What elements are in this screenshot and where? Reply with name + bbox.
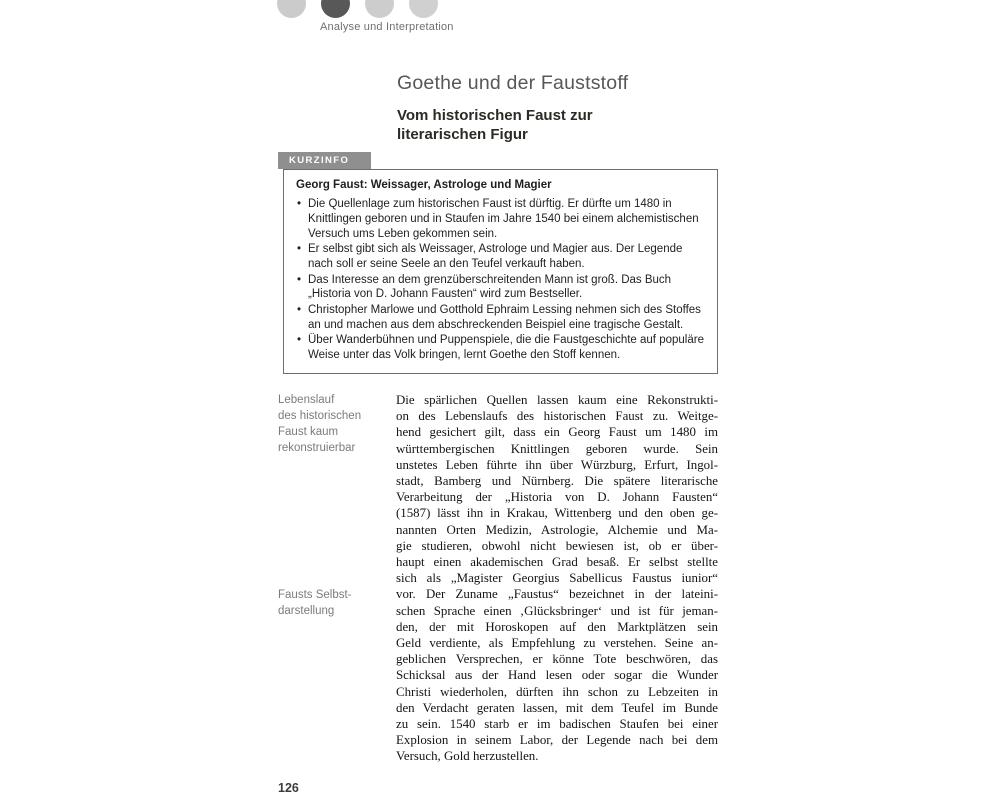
- kurzinfo-bullet: • Das Interesse an dem grenzüberschreitenden Mann ist groß. Das Buch „Historia von D. Johann Fausten“ wird zum Bestseller.: [296, 273, 705, 303]
- main-text-line: nannten Orten Medizin, Astrologie, Alchemie und Ma-: [396, 522, 718, 537]
- main-text-line: gie studieren, obwohl nicht bewiesen ist, ob er über-: [396, 538, 718, 553]
- margin-note-lebenslauf: [278, 392, 394, 456]
- main-text-line: Verarbeitung der „Historia von D. Johann Fausten“: [396, 490, 718, 505]
- main-text-line: geblichen Versprechen, er könne Tote beschwören, das: [396, 652, 718, 667]
- main-text-line: den, der mit Horoskopen auf den Marktplätzen sein: [396, 619, 718, 634]
- main-text-line: Versuch, Gold herzustellen.: [396, 749, 539, 764]
- section-subtitle: [397, 106, 593, 144]
- main-text-line: Schicksal aus der Hand lesen oder sogar die Wunder: [396, 668, 718, 683]
- margin-note-line: darstellung: [278, 605, 335, 617]
- main-text-line: stadt, Bamberg und Nürnberg. Die spätere literarische: [396, 474, 718, 489]
- margin-note-line: Lebenslauf: [278, 394, 335, 406]
- main-text-line: haupt einen akademischen Grad besaß. Er selbst stellte: [396, 555, 718, 570]
- kurzinfo-bullet: • Über Wanderbühnen und Puppenspiele, die die Faustgeschichte auf populäre Weise unter das Volk bringen, lernt Goethe den Stoff kennen.: [296, 333, 705, 363]
- chapter-dot-1: [277, 0, 306, 18]
- kurzinfo-heading: Georg Faust: Weissager, Astrologe und Magier: [296, 179, 552, 191]
- section-subtitle-line-2: literarischen Figur: [397, 126, 528, 143]
- kurzinfo-box: [283, 169, 718, 374]
- chapter-label: Analyse und Interpretation: [320, 21, 454, 33]
- margin-note-line: des historischen: [278, 410, 362, 422]
- main-text-line: zu sein. 1540 starb er im badischen Staufen bei einer: [396, 717, 718, 732]
- chapter-dot-2-active: [321, 0, 350, 18]
- margin-note-selbstdarstellung: [278, 587, 394, 619]
- main-text-line: schen Sprache einen ‚Glücksbringer‘ und ist für jeman-: [396, 603, 718, 618]
- margin-note-line: Faust kaum: [278, 426, 339, 438]
- main-text-line: hend gesichert gilt, dass ein Georg Faust um 1480 im: [396, 425, 718, 440]
- main-text-line: württembergischen Knittlingen geboren wurde. Sein: [396, 441, 718, 456]
- main-text-line: Die spärlichen Quellen lassen kaum eine Rekonstrukti-: [396, 393, 718, 407]
- chapter-dot-4: [409, 0, 438, 18]
- page-number: 126: [278, 781, 299, 795]
- main-text-line: unstetes Leben führte ihn über Würzburg, Erfurt, Ingol-: [396, 457, 718, 472]
- main-text-line: on des Lebenslaufs des historischen Faust zu. Weitge-: [396, 409, 718, 424]
- main-text-line: den Verdacht geraten lassen, mit dem Teufel im Bunde: [396, 700, 718, 715]
- main-text: [396, 392, 718, 765]
- margin-note-line: rekonstruierbar: [278, 442, 356, 454]
- main-text-line: vor. Der Zuname „Faustus“ bezeichnet in der lateini-: [396, 587, 718, 602]
- main-text-line: sich als „Magister Georgius Sabellicus Faustus iunior“: [396, 571, 718, 586]
- kurzinfo-bullet-list: [296, 197, 705, 363]
- main-text-line: Christi wiederholen, dürften ihn schon zu Lebzeiten in: [396, 684, 718, 699]
- main-text-line: Geld verdiente, als Empfehlung zu verstehen. Seine an-: [396, 636, 718, 651]
- chapter-progress-dots: [277, 0, 438, 18]
- margin-note-line: Fausts Selbst-: [278, 589, 352, 601]
- main-text-line: (1587) lässt ihn in Krakau, Wittenberg und den oben ge-: [396, 506, 718, 521]
- main-text-line: Explosion in seinem Labor, der Legende nach bei dem: [396, 733, 718, 748]
- page-title: Goethe und der Fauststoff: [397, 72, 629, 94]
- kurzinfo-bullet: • Christopher Marlowe und Gotthold Ephraim Lessing nehmen sich des Stoffes an und machen aus dem abschreckenden Beispiel eine tragische Gestalt.: [296, 303, 705, 333]
- chapter-dot-3: [365, 0, 394, 18]
- kurzinfo-bullet: • Die Quellenlage zum historischen Faust ist dürftig. Er dürfte um 1480 in Knittlingen geboren und in Staufen im Jahre 1540 bei einem alchemistischen Versuch ums Leben gekommen sein.: [296, 197, 705, 242]
- kurzinfo-label: KURZINFO: [278, 152, 371, 169]
- kurzinfo-bullet: • Er selbst gibt sich als Weissager, Astrologe und Magier aus. Der Legende nach soll er seine Seele an den Teufel verkauft haben.: [296, 242, 705, 272]
- section-subtitle-line-1: Vom historischen Faust zur: [397, 107, 593, 124]
